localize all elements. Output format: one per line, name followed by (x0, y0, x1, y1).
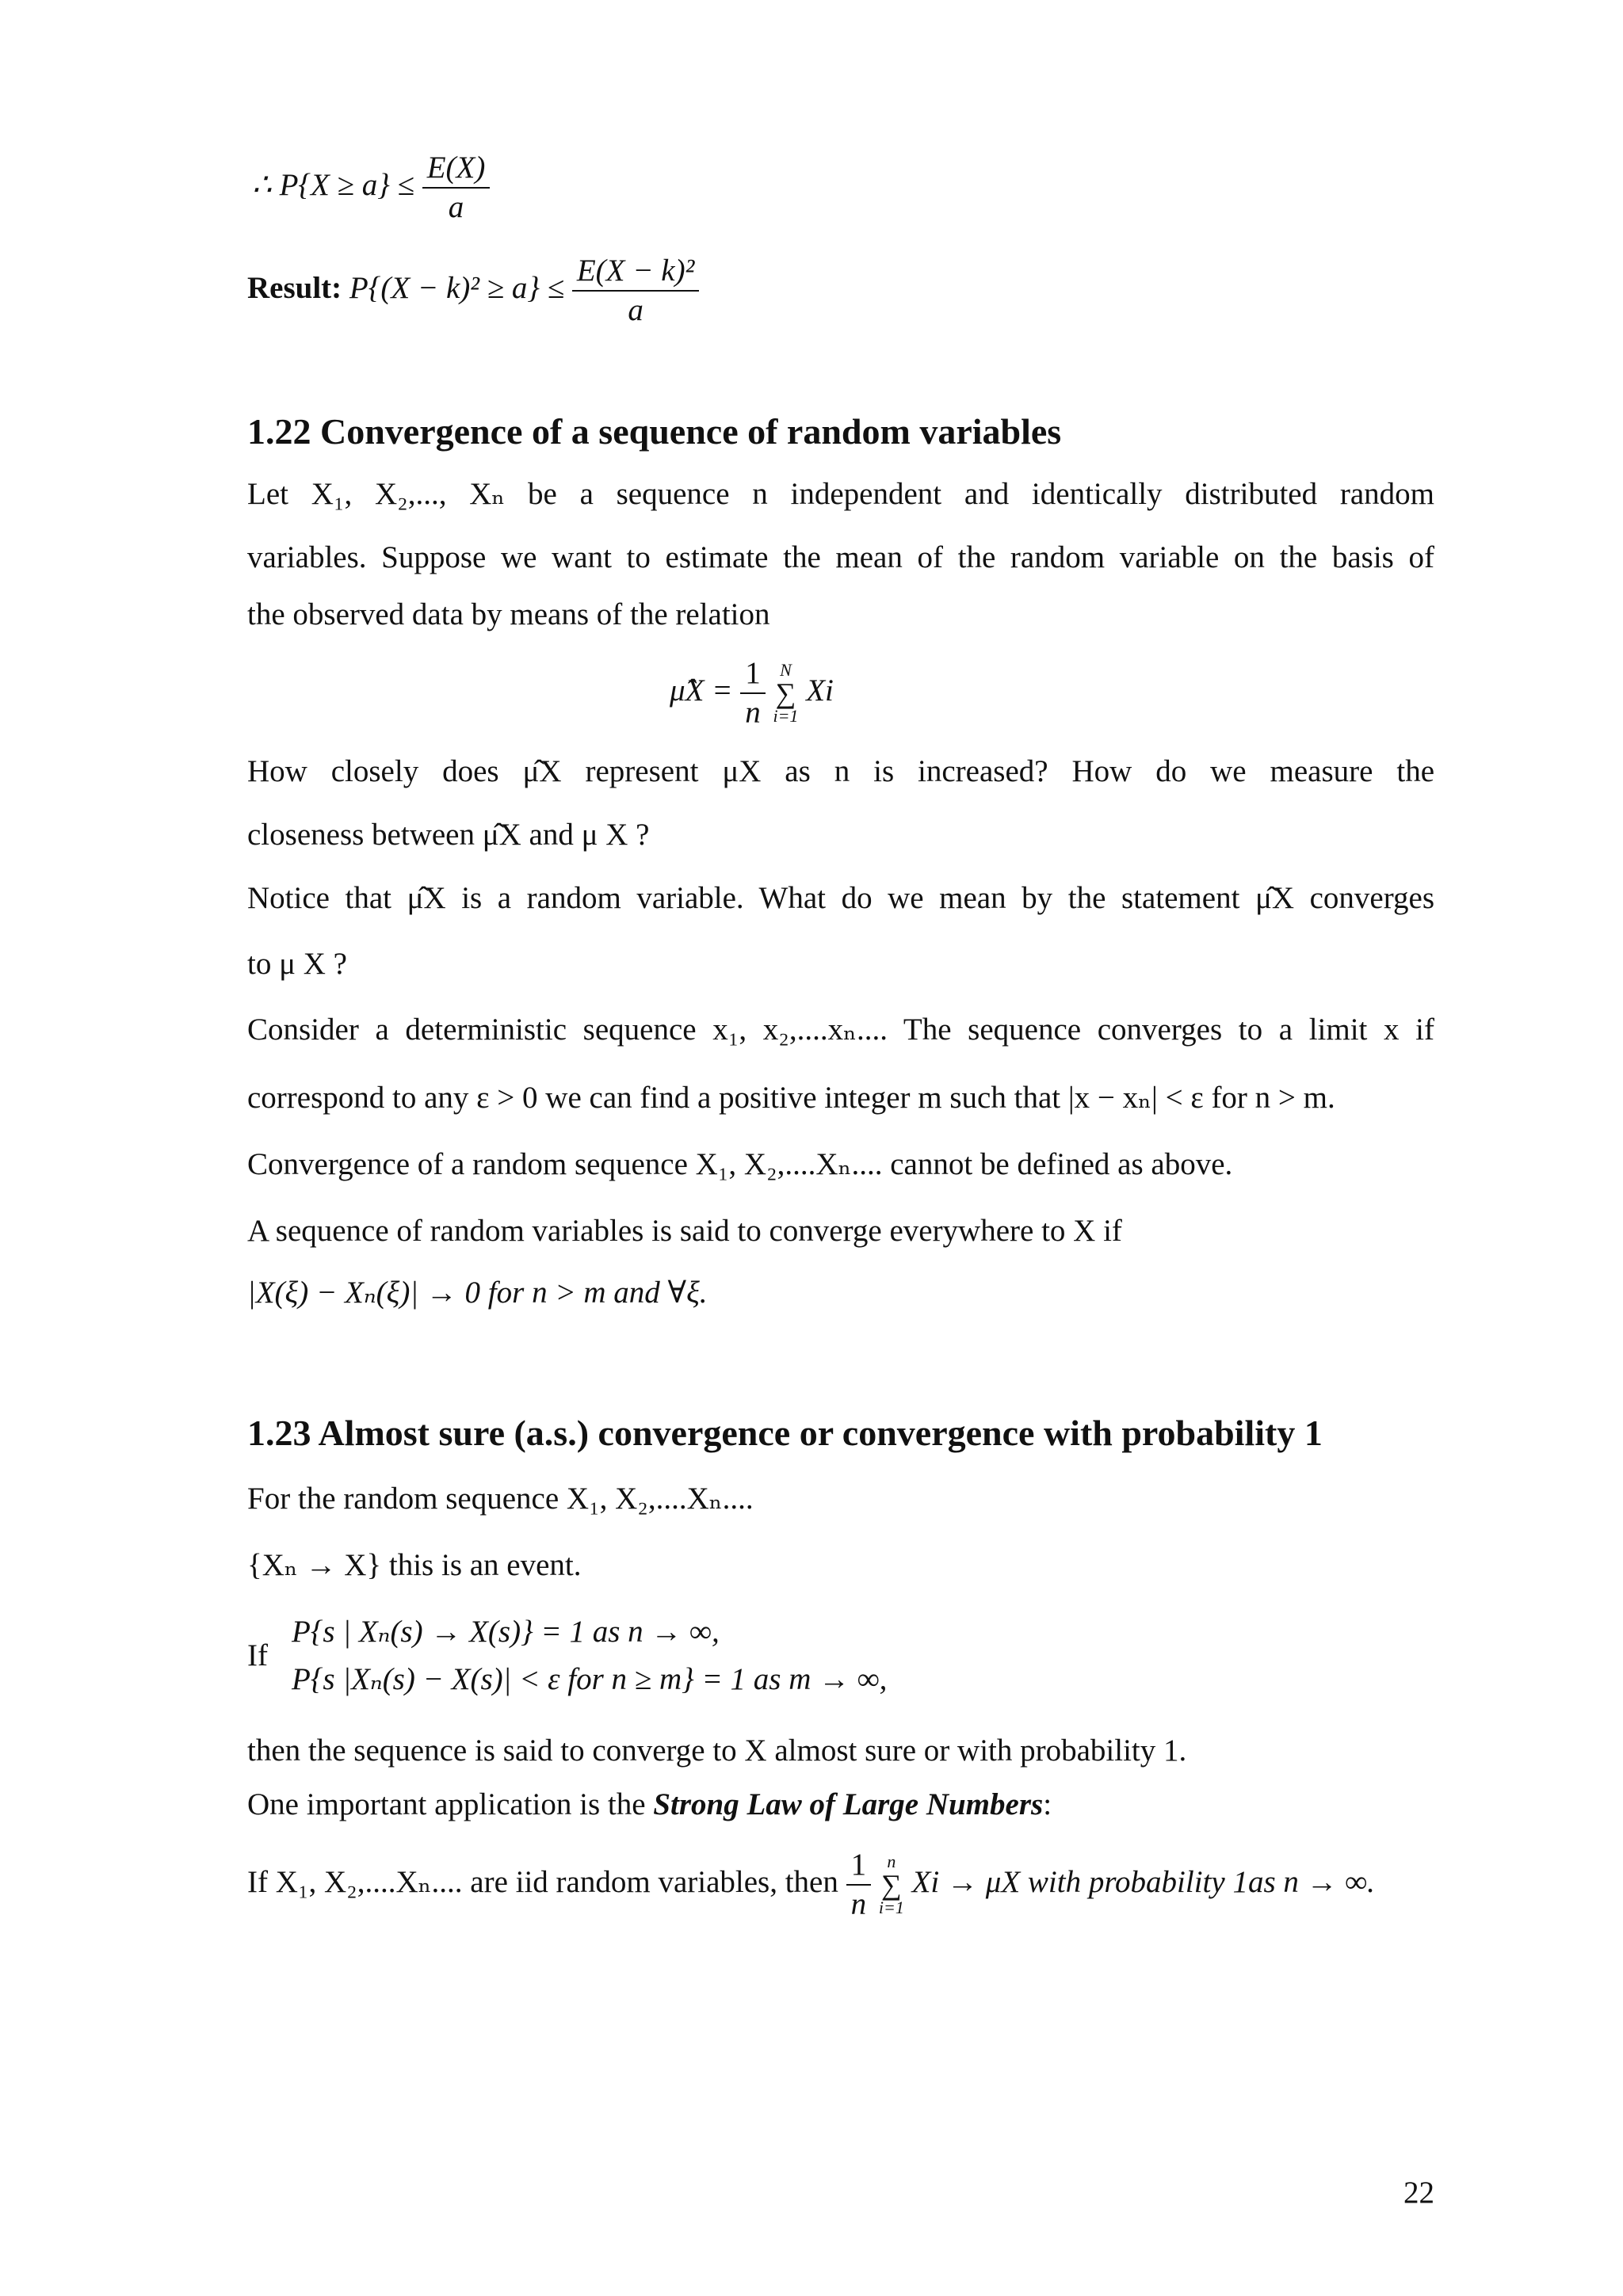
paragraph-iid-line1: Let X₁, X₂,..., Xₙ be a sequence n independent and identically distributed random (247, 477, 1434, 511)
sample-mean-denominator: n (745, 696, 761, 730)
slln-denominator: n (850, 1887, 867, 1921)
slln-post: Xi → μX with probability 1as n → ∞. (911, 1864, 1375, 1899)
result-fraction (572, 252, 699, 330)
sum-upper-limit: N (780, 660, 792, 680)
slln-sum-upper: n (887, 1852, 896, 1871)
slln-fraction (846, 1846, 872, 1924)
sample-mean-lhs: μ̂X = (670, 673, 733, 707)
slln-intro-pre: One important application is the (247, 1787, 654, 1821)
as-condition-2: P{s |Xₙ(s) − X(s)| < ε for n ≥ m} = 1 as m → ∞, (292, 1662, 888, 1696)
question-line2: closeness between μ̂X and μ X ? (247, 818, 650, 852)
deterministic-line3: Convergence of a random sequence X₁, X₂,....Xₙ.... cannot be defined as above. (247, 1147, 1233, 1181)
slln-intro-post: : (1043, 1787, 1052, 1821)
deterministic-line2: correspond to any ε > 0 we can find a positive integer m such that |x − xₙ| < ε for n > m. (247, 1081, 1335, 1115)
slln-intro-line (247, 1786, 1052, 1824)
sample-mean-rhs: Xi (806, 673, 834, 707)
slln-sigma-glyph: ∑ (881, 1869, 902, 1901)
result-equation (247, 252, 699, 330)
page-number: 22 (1403, 2176, 1434, 2210)
slln-pre: If X₁, X₂,....Xₙ.... are iid random variables, then (247, 1864, 838, 1899)
result-numerator: E(X − k)² (572, 252, 699, 292)
result-lhs: P{(X − k)² ≥ a} ≤ (349, 270, 565, 305)
sample-mean-fraction (740, 654, 766, 732)
result-label: Result: (247, 270, 342, 305)
markov-fraction (422, 149, 491, 227)
sample-mean-equation (670, 654, 834, 732)
sum-symbol (773, 662, 798, 725)
sample-mean-numerator: 1 (740, 654, 766, 694)
slln-statement (247, 1846, 1375, 1924)
markov-numerator: E(X) (422, 149, 491, 189)
everywhere-condition: |X(ξ) − Xₙ(ξ)| → 0 for n > m and ∀ξ. (247, 1276, 708, 1310)
sum-lower-limit: i=1 (773, 706, 799, 726)
result-denominator: a (628, 293, 643, 327)
notice-line1: Notice that μ̂X is a random variable. What do we mean by the statement μ̂X converges (247, 881, 1434, 915)
random-sequence-line: For the random sequence X₁, X₂,....Xₙ.... (247, 1482, 754, 1516)
as-condition-1: P{s | Xₙ(s) → X(s)} = 1 as n → ∞, (292, 1615, 720, 1649)
paragraph-iid-line2: variables. Suppose we want to estimate the mean of the random variable on the basis of (247, 540, 1434, 574)
slln-numerator: 1 (846, 1846, 872, 1886)
notice-line2: to μ X ? (247, 947, 347, 981)
markov-denominator: a (448, 190, 464, 224)
event-line: {Xₙ → X} this is an event. (247, 1548, 582, 1582)
deterministic-line4: A sequence of random variables is said to converge everywhere to X if (247, 1214, 1122, 1248)
paragraph-iid-line3: the observed data by means of the relation (247, 597, 770, 631)
deterministic-line1: Consider a deterministic sequence x₁, x₂,....xₙ.... The sequence converges to a limit x if (247, 1013, 1434, 1047)
markov-lhs: ∴ P{X ≥ a} ≤ (252, 167, 414, 202)
markov-inequality (252, 149, 490, 227)
sigma-glyph: ∑ (775, 677, 796, 709)
section-1-22-heading: 1.22 Convergence of a sequence of random variables (247, 411, 1062, 452)
slln-emphasis: Strong Law of Large Numbers (653, 1787, 1044, 1821)
if-label: If (247, 1638, 268, 1672)
converge-statement: then the sequence is said to converge to X almost sure or with probability 1. (247, 1733, 1187, 1768)
slln-sum-lower: i=1 (878, 1897, 904, 1917)
section-1-23-heading: 1.23 Almost sure (a.s.) convergence or convergence with probability 1 (247, 1413, 1323, 1453)
question-line1: How closely does μ̂X represent μX as n is increased? How do we measure the (247, 754, 1434, 788)
slln-sum-symbol (879, 1853, 904, 1917)
